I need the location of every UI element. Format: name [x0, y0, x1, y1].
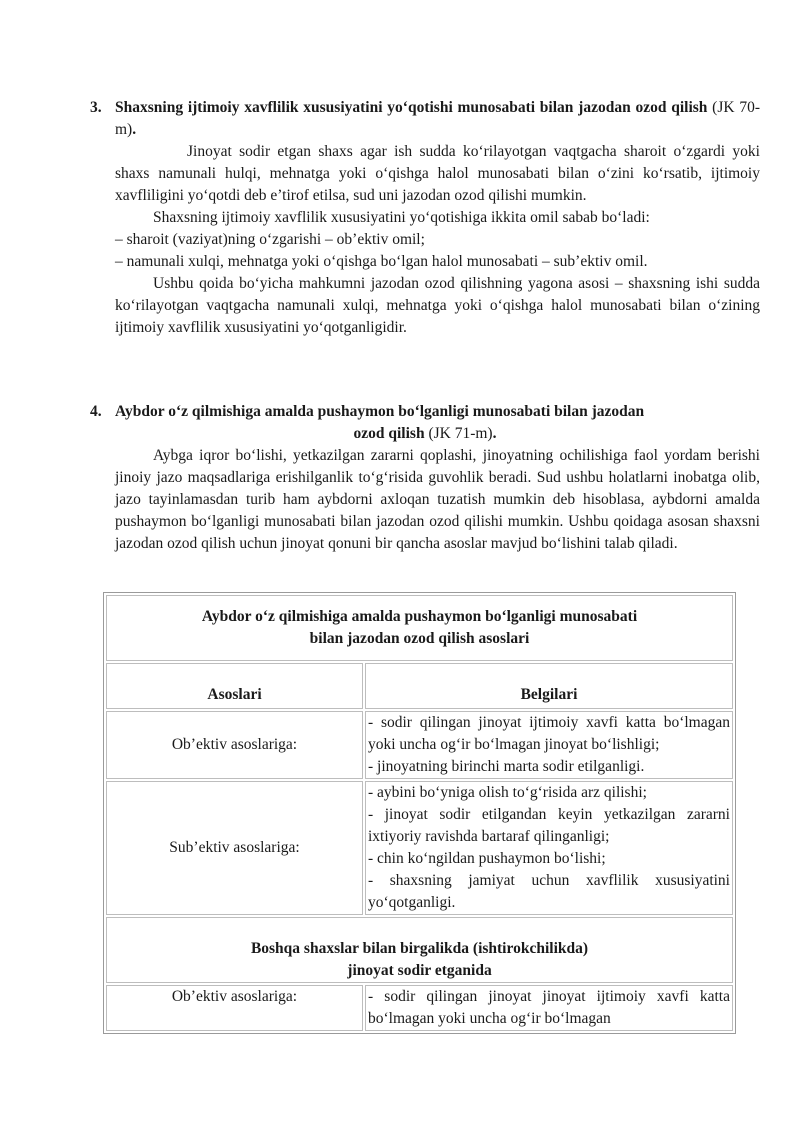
- section-3-heading: 3. Shaxsning ijtimoiy xavflilik xususiyatini yo‘qotishi munosabati bilan jazodan ozod qilish (JK 70-m).: [90, 97, 760, 141]
- table-subheading: Boshqa shaxslar bilan birgalikda (ishtirokchilikda) jinoyat sodir etganida: [106, 917, 733, 983]
- row-label-subjective: Sub’ektiv asoslariga:: [106, 781, 363, 915]
- section-3-paragraph-3: Ushbu qoida bo‘yicha mahkumni jazodan ozod qilishning yagona asosi – shaxsning ishi sudda ko‘rilayotgan vaqtgacha namunali xulqi, mehnatga yoki o‘qishga halol munosabati bilan o‘zining ijtimoiy xavflilik xususiyatini yo‘qotganligidir.: [115, 275, 760, 336]
- section-3: [90, 97, 760, 339]
- section-3-item-1: – sharoit (vaziyat)ning o‘zgarishi – ob’ektiv omil;: [115, 231, 425, 248]
- column-header-grounds: Asoslari: [106, 663, 363, 709]
- section-3-number: 3.: [90, 99, 102, 116]
- section-4-heading: [90, 401, 760, 423]
- section-3-heading-text: Shaxsning ijtimoiy xavflilik xususiyatini yo‘qotishi munosabati bilan jazodan ozod qilish: [115, 99, 708, 116]
- row-features-objective: - sodir qilingan jinoyat ijtimoiy xavfi katta bo‘lmagan yoki uncha og‘ir bo‘lmagan jinoyat bo‘lishligi; - jinoyatning birinchi marta sodir etilganligi.: [365, 711, 733, 779]
- section-4-number: 4.: [90, 403, 102, 420]
- table-title: Aybdor o‘z qilmishiga amalda pushaymon bo‘lganligi munosabati bilan jazodan ozod qilish asoslari: [106, 595, 733, 661]
- section-3-heading-ref: (JK 70-m): [115, 99, 760, 138]
- grounds-table: [103, 592, 736, 1034]
- section-4-heading-line-2: ozod qilish: [353, 425, 425, 442]
- table-title-row: [106, 595, 733, 661]
- row-features-subjective: - aybini bo‘yniga olish to‘g‘risida arz qilishi; - jinoyat sodir etilgandan keyin yetkazilgan zararni ixtiyoriy ravishda bartaraf qilinganligi; - chin ko‘ngildan pushaymon bo‘lishi; - shaxsning jamiyat uchun xavflilik xususiyatini yo‘qotganligi.: [365, 781, 733, 915]
- table-row: [106, 711, 733, 779]
- section-3-item-2: – namunali xulqi, mehnatga yoki o‘qishga bo‘lgan halol munosabati – sub’ektiv omil.: [115, 253, 648, 270]
- table-header-row: [106, 663, 733, 709]
- table-row: [106, 985, 733, 1031]
- section-4: 4. Aybdor o‘z qilmishiga amalda pushaymon bo‘lganligi munosabati bilan jazodan ozod qilish (JK 71-m). Aybga iqror bo‘lishi, yetkazilgan zararni qoplashi, jinoyatning ochilishiga faol yordam berishi jinoiy jazo maqsadlariga erishilganlik to‘g‘risida guvohlik beradi. Sud ushbu holatlarni inobatga olib, jazo tayinlamasdan turib ham aybdorni axloqan tuzatish mumkin deb hisoblasa, aybdorni amalda pushaymon bo‘lganligi munosabati bilan jazodan ozod qilishi mumkin. Ushbu qoidaga asosan shaxsni jazodan ozod qilish uchun jinoyat qonuni bir qancha asoslar mavjud bo‘lishini talab qiladi.: [90, 401, 760, 555]
- section-3-paragraph-2: Shaxsning ijtimoiy xavflilik xususiyatini yo‘qotishiga ikkita omil sabab bo‘ladi:: [153, 209, 650, 226]
- row-label-objective: Ob’ektiv asoslariga:: [106, 711, 363, 779]
- section-4-paragraph-1: Aybga iqror bo‘lishi, yetkazilgan zararni qoplashi, jinoyatning ochilishiga faol yordam berishi jinoiy jazo maqsadlariga erishilganlik to‘g‘risida guvohlik beradi. Sud ushbu holatlarni inobatga olib, jazo tayinlamasdan turib ham aybdorni axloqan tuzatish mumkin deb hisoblasa, aybdorni amalda pushaymon bo‘lganligi munosabati bilan jazodan ozod qilishi mumkin. Ushbu qoidaga asosan shaxsni jazodan ozod qilish uchun jinoyat qonuni bir qancha asoslar mavjud bo‘lishini talab qiladi.: [115, 447, 760, 552]
- table-subheading-row: [106, 917, 733, 983]
- section-4-heading-line-1: Aybdor o‘z qilmishiga amalda pushaymon bo‘lganligi munosabati bilan jazodan: [115, 403, 645, 420]
- section-3-paragraph-1: Jinoyat sodir etgan shaxs agar ish sudda ko‘rilayotgan vaqtgacha sharoit o‘zgardi yoki shaxs namunali hulqi, mehnatga yoki o‘qishga halol munosabati bilan o‘zini ko‘rsatib, ijtimoiy xavfliligini yo‘qotdi deb e’tirof etilsa, sud uni jazodan ozod qilishi mumkin.: [115, 143, 760, 204]
- row-label-objective-2: Ob’ektiv asoslariga:: [106, 985, 363, 1031]
- section-4-heading-ref: (JK 71-m): [424, 425, 493, 442]
- column-header-features: Belgilari: [365, 663, 733, 709]
- table-row: [106, 781, 733, 915]
- row-features-objective-2: - sodir qilingan jinoyat jinoyat ijtimoiy xavfi katta bo‘lmagan yoki uncha og‘ir bo‘lmagan: [365, 985, 733, 1031]
